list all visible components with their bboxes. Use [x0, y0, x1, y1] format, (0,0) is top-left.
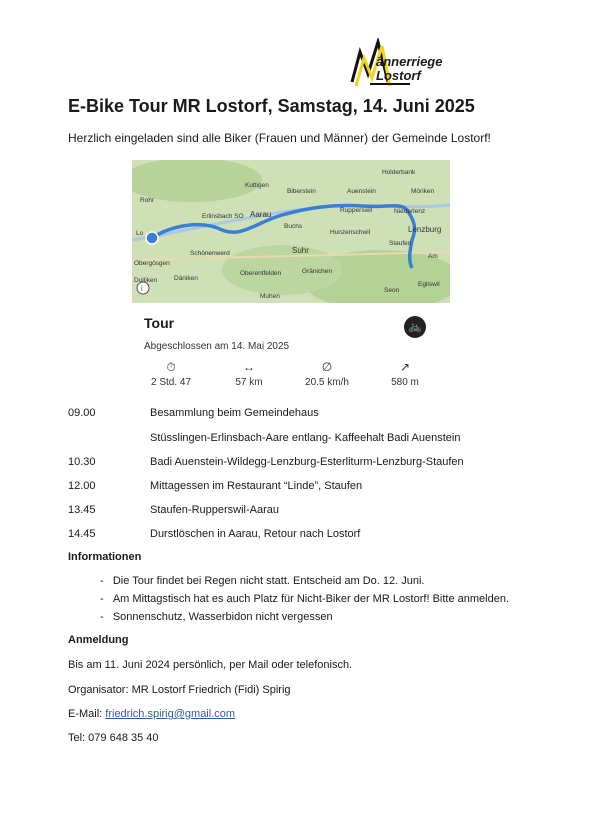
stat-elevation [370, 359, 440, 388]
map-place-label: Gränichen [302, 268, 332, 275]
schedule-row [0, 504, 600, 518]
map-place-label: Hunzenschwil [330, 229, 371, 236]
map-place-label: Auenstein [347, 188, 376, 195]
logo-text-line2: Lostorf [376, 68, 421, 83]
map-place-label: Buchs [284, 223, 303, 230]
schedule-text: Besammlung beim Gemeindehaus [150, 407, 319, 419]
schedule-time: 14.45 [68, 528, 96, 540]
map-place-label: Aarau [250, 210, 272, 219]
schedule-time: 09.00 [68, 407, 96, 419]
route-map [132, 160, 450, 303]
stat-value: 57 km [235, 377, 263, 388]
phone-text: Tel: 079 648 35 40 [68, 732, 159, 744]
bike-icon: 🚲 [404, 316, 426, 338]
map-place-label: Muhen [260, 293, 280, 300]
schedule-row [0, 432, 600, 446]
registration-heading: Anmeldung [68, 634, 129, 646]
schedule-text: Staufen-Rupperswil-Aarau [150, 504, 280, 516]
start-marker-icon [146, 232, 158, 244]
map-place-label: Lenzburg [408, 225, 442, 234]
info-heading: Informationen [68, 551, 142, 563]
map-place-label: Suhr [292, 246, 309, 255]
schedule-row [0, 528, 600, 542]
map-place-label: Schönenwerd [190, 250, 230, 257]
invitation-text: Herzlich eingeladen sind alle Biker (Frauen und Männer) der Gemeinde Lostorf! [68, 131, 491, 145]
map-place-label: Staufen [389, 240, 412, 247]
organizer-text: Organisator: MR Lostorf Friedrich (Fidi) Spirig [68, 684, 291, 696]
schedule-text: Badi Auenstein-Wildegg-Lenzburg-Esterliturm-Lenzburg-Staufen [150, 456, 464, 468]
email-link[interactable]: friedrich.spirig@gmail.com [105, 708, 236, 720]
map-place-label: Oberentfelden [240, 270, 282, 277]
info-bullet: - Am Mittagstisch hat es auch Platz für Nicht-Biker der MR Lostorf! Bitte anmelden. [100, 593, 509, 605]
tour-summary-card [132, 303, 450, 395]
speed-icon: ∅ [321, 360, 333, 374]
map-place-label: Obergösgen [134, 260, 170, 267]
schedule-time: 13.45 [68, 504, 96, 516]
stat-value: 580 m [391, 377, 419, 388]
email-label: E-Mail: [68, 708, 106, 720]
elevation-icon: ↗ [399, 360, 411, 374]
schedule-row [0, 407, 600, 421]
schedule-text: Stüsslingen-Erlinsbach-Aare entlang- Kaffeehalt Badi Auenstein [150, 432, 461, 444]
stat-speed [292, 359, 362, 388]
map-place-label: Niederlenz [394, 208, 426, 215]
schedule-row [0, 480, 600, 494]
stat-duration [136, 359, 206, 388]
map-place-label: Lo [136, 230, 144, 237]
logo-text-line1: ännerriege [376, 54, 443, 69]
info-bullet: - Die Tour findet bei Regen nicht statt. Entscheid am Do. 12. Juni. [100, 575, 425, 587]
schedule-time: 12.00 [68, 480, 96, 492]
schedule-text: Mittagessen im Restaurant “Linde”, Staufen [150, 480, 363, 492]
map-place-label: Biberstein [287, 188, 316, 195]
map-place-label: Rohr [140, 197, 155, 204]
map-place-label: Rupperswil [340, 207, 373, 214]
schedule-text: Durstlöschen in Aarau, Retour nach Lostorf [150, 528, 361, 540]
stat-distance [214, 359, 284, 388]
schedule-time: 10.30 [68, 456, 96, 468]
email-line [68, 708, 235, 720]
map-place-label: Dulliken [134, 277, 158, 284]
map-place-label: Däniken [174, 275, 198, 282]
distance-icon: ↔ [243, 360, 255, 374]
stopwatch-icon: ⏱ [166, 360, 176, 374]
schedule-row [0, 456, 600, 470]
map-place-label: i [141, 284, 143, 293]
info-bullet: - Sonnenschutz, Wasserbidon nicht vergessen [100, 611, 333, 623]
stat-value: 2 Std. 47 [150, 377, 192, 388]
page-title: E-Bike Tour MR Lostorf, Samstag, 14. Juni 2025 [68, 96, 475, 116]
map-place-label: Am [428, 253, 438, 260]
stat-value: 20.5 km/h [305, 377, 349, 388]
registration-deadline: Bis am 11. Juni 2024 persönlich, per Mail oder telefonisch. [68, 659, 353, 671]
tour-label: Tour [144, 315, 175, 331]
map-place-label: Erlinsbach SO [202, 213, 244, 220]
map-place-label: Seon [384, 287, 400, 294]
route-map-svg [132, 160, 450, 303]
completed-date: Abgeschlossen am 14. Mai 2025 [144, 341, 290, 352]
map-place-label: Egliswil [418, 281, 440, 288]
map-place-label: Möriken [411, 188, 435, 195]
map-place-label: Kuttigen [245, 182, 269, 189]
map-label: Holderbank [382, 169, 416, 176]
